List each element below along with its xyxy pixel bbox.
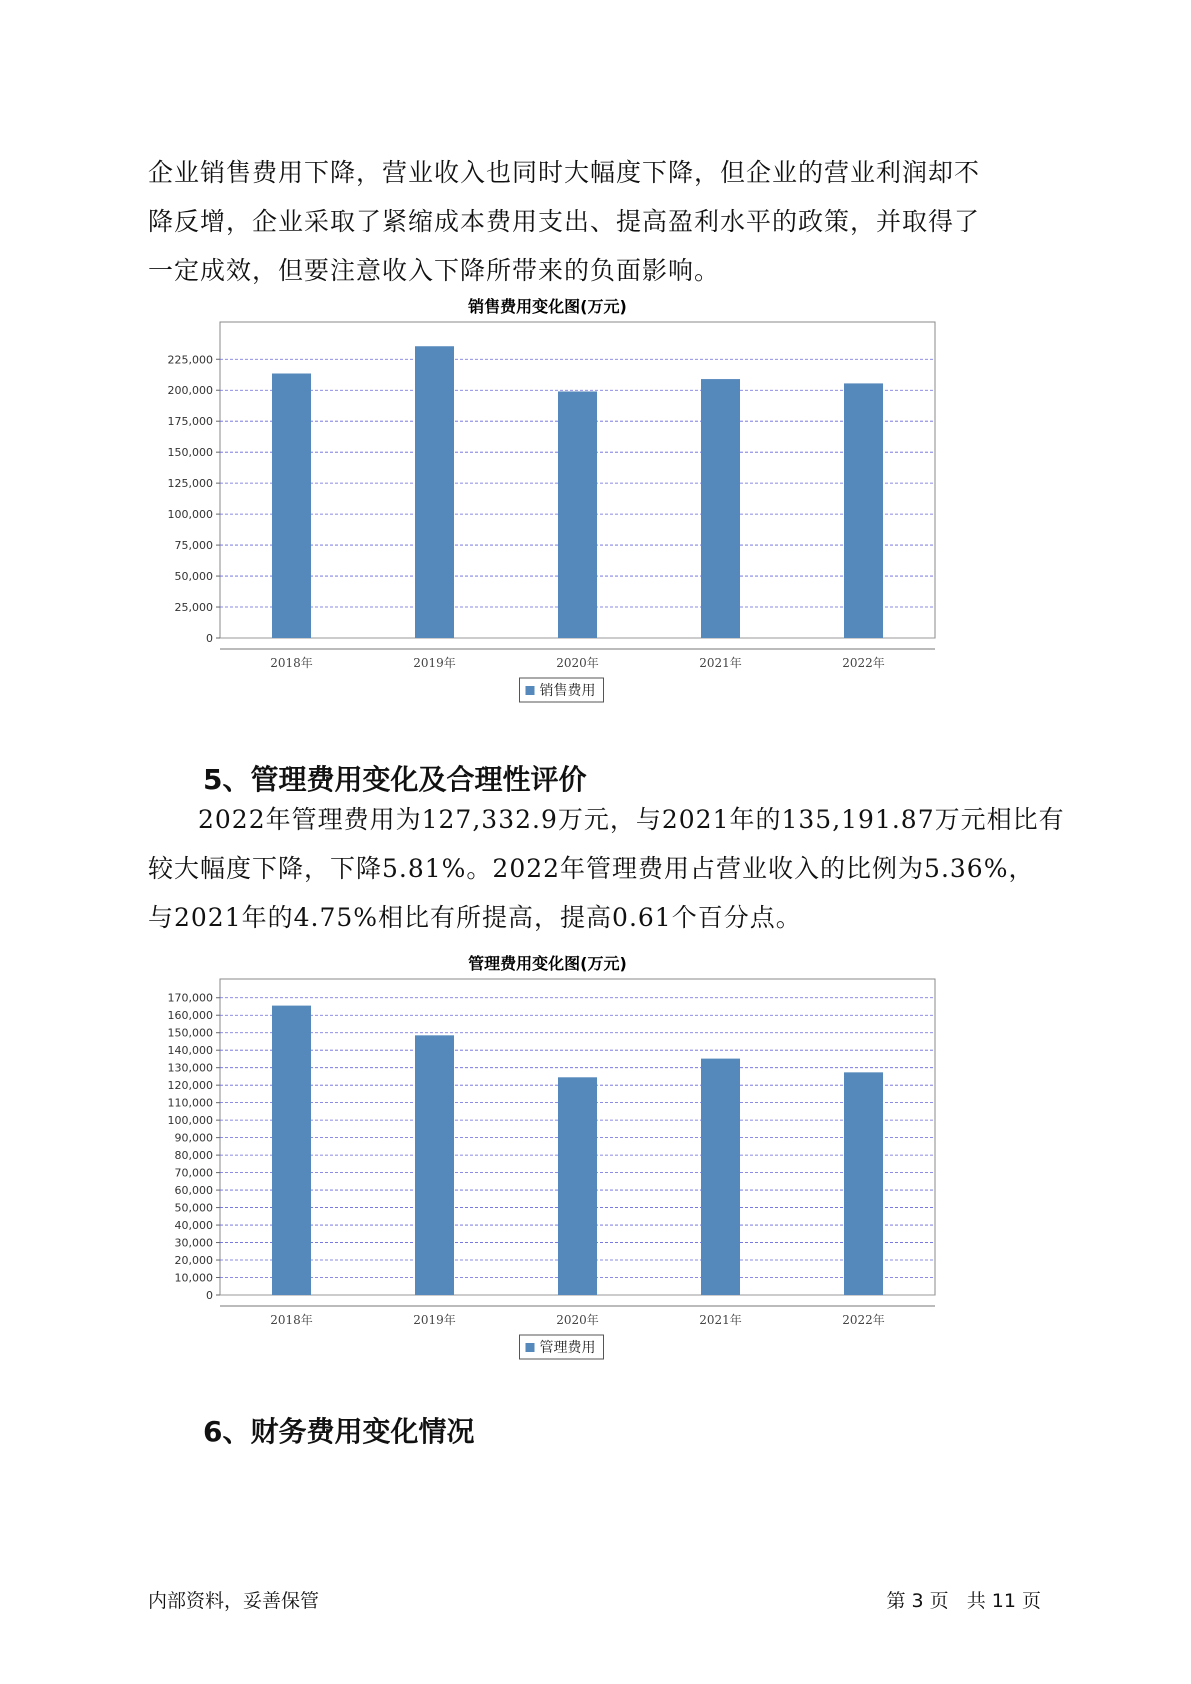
intro-line-3: 一定成效，但要注意收入下降所带来的负面影响。 <box>148 256 721 285</box>
x-tick-label: 2018年 <box>270 1313 313 1327</box>
management-expense-chart <box>150 952 1030 1372</box>
x-tick-label: 2020年 <box>556 1313 599 1327</box>
section-5-line-1: 2022年管理费用为127,332.9万元，与2021年的135,191.87万元相比有 <box>198 805 1065 834</box>
bar-2021年 <box>701 1059 740 1295</box>
x-tick-label: 2022年 <box>842 1313 885 1327</box>
bar-2019年 <box>415 346 454 638</box>
bar-2020年 <box>558 1077 597 1295</box>
section-6-heading: 6、财务费用变化情况 <box>203 1415 475 1448</box>
footer-left-note: 内部资料，妥善保管 <box>148 1590 320 1612</box>
y-tick-label: 150,000 <box>167 1026 213 1040</box>
intro-paragraph <box>148 148 1048 295</box>
y-tick-label: 150,000 <box>167 446 213 460</box>
y-tick-label: 100,000 <box>167 1114 213 1128</box>
bar-2020年 <box>558 391 597 638</box>
legend-swatch <box>526 686 535 695</box>
y-tick-label: 110,000 <box>167 1096 213 1110</box>
chart-title: 销售费用变化图(万元) <box>468 297 627 316</box>
bar-2022年 <box>844 1072 883 1295</box>
legend-swatch <box>526 1343 535 1352</box>
y-tick-label: 175,000 <box>167 415 213 429</box>
y-tick-label: 75,000 <box>174 539 213 553</box>
y-tick-label: 130,000 <box>167 1061 213 1075</box>
y-tick-label: 140,000 <box>167 1044 213 1058</box>
y-tick-label: 160,000 <box>167 1009 213 1023</box>
y-tick-label: 125,000 <box>167 477 213 491</box>
sales-expense-chart-svg <box>150 295 1030 715</box>
x-tick-label: 2019年 <box>413 1313 456 1327</box>
x-tick-label: 2018年 <box>270 656 313 670</box>
y-tick-label: 50,000 <box>174 570 213 584</box>
y-tick-label: 40,000 <box>174 1219 213 1233</box>
footer-page-number: 第 3 页 共 11 页 <box>886 1590 1041 1612</box>
chart-title: 管理费用变化图(万元) <box>468 954 627 973</box>
legend <box>520 1335 604 1359</box>
legend <box>520 678 604 702</box>
x-tick-label: 2019年 <box>413 656 456 670</box>
y-tick-label: 60,000 <box>174 1184 213 1198</box>
y-tick-label: 200,000 <box>167 384 213 398</box>
bar-2022年 <box>844 383 883 638</box>
y-tick-label: 20,000 <box>174 1254 213 1268</box>
y-tick-label: 25,000 <box>174 601 213 615</box>
x-tick-label: 2022年 <box>842 656 885 670</box>
y-tick-label: 170,000 <box>167 991 213 1005</box>
y-tick-label: 120,000 <box>167 1079 213 1093</box>
bar-2019年 <box>415 1035 454 1295</box>
section-5-paragraph <box>148 795 1065 942</box>
y-tick-label: 10,000 <box>174 1271 213 1285</box>
legend-label: 销售费用 <box>539 683 596 699</box>
section-5-heading: 5、管理费用变化及合理性评价 <box>203 763 587 796</box>
management-expense-chart-svg <box>150 952 1030 1372</box>
y-tick-label: 225,000 <box>167 353 213 367</box>
y-tick-label: 100,000 <box>167 508 213 522</box>
y-tick-label: 0 <box>206 632 213 645</box>
bar-2018年 <box>272 1006 311 1295</box>
x-tick-label: 2021年 <box>699 656 742 670</box>
y-tick-label: 50,000 <box>174 1201 213 1215</box>
intro-line-2: 降反增，企业采取了紧缩成本费用支出、提高盈利水平的政策，并取得了 <box>148 207 981 236</box>
y-tick-label: 80,000 <box>174 1149 213 1163</box>
section-5-line-2: 较大幅度下降，下降5.81%。2022年管理费用占营业收入的比例为5.36%， <box>148 854 1035 883</box>
y-tick-label: 30,000 <box>174 1236 213 1250</box>
bar-2018年 <box>272 374 311 638</box>
x-tick-label: 2021年 <box>699 1313 742 1327</box>
x-tick-label: 2020年 <box>556 656 599 670</box>
sales-expense-chart <box>150 295 1030 715</box>
y-tick-label: 0 <box>206 1289 213 1302</box>
section-5-line-3: 与2021年的4.75%相比有所提高，提高0.61个百分点。 <box>148 903 802 932</box>
y-tick-label: 90,000 <box>174 1131 213 1145</box>
y-tick-label: 70,000 <box>174 1166 213 1180</box>
legend-label: 管理费用 <box>539 1340 596 1356</box>
bar-2021年 <box>701 379 740 638</box>
intro-line-1: 企业销售费用下降，营业收入也同时大幅度下降，但企业的营业利润却不 <box>148 158 981 187</box>
